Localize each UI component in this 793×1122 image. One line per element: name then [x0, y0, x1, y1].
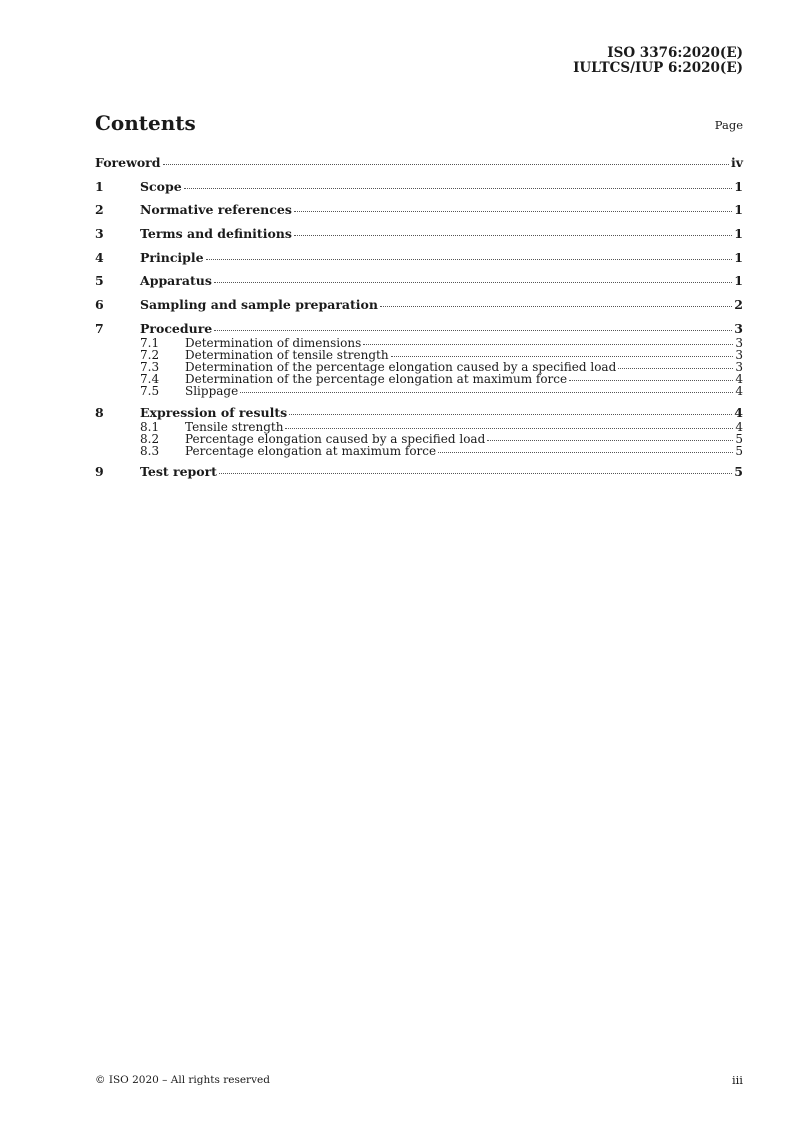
dot-leader: [487, 440, 733, 441]
dot-leader: [214, 330, 732, 331]
toc-subentry-title: Determination of dimensions: [185, 335, 362, 350]
toc-spacer: [95, 289, 743, 297]
toc-entry-title: Expression of results: [140, 404, 288, 420]
dot-leader: [219, 473, 732, 474]
toc-entry-section-4[interactable]: [95, 250, 743, 266]
toc-subentry-title: Tensile strength: [185, 419, 284, 434]
toc-entry-number: 3: [95, 226, 104, 242]
toc-entry-number: 1: [95, 178, 104, 194]
toc-entry-section-8[interactable]: [95, 405, 743, 421]
toc-spacer: [95, 218, 743, 226]
toc-spacer: [95, 242, 743, 250]
toc-subentry-number: 8.2: [140, 431, 160, 446]
toc-subentry-page: 4: [735, 419, 743, 434]
toc-entry-section-1[interactable]: [95, 179, 743, 195]
toc-spacer: [95, 266, 743, 274]
copyright-notice: © ISO 2020 – All rights reserved: [95, 1074, 270, 1086]
toc-spacer: [95, 457, 743, 465]
dot-leader: [184, 188, 733, 189]
standard-alt-number: IULTCS/IUP 6:2020(E): [573, 60, 743, 76]
toc-subentry-title: Determination of the percentage elongation caused by a specified load: [185, 359, 617, 374]
toc-entry-page: 1: [734, 273, 743, 289]
toc-entry-page: iv: [730, 155, 743, 170]
toc-entry-number: 8: [95, 404, 104, 420]
toc-entry-foreword[interactable]: [95, 155, 743, 171]
toc-entry-section-2[interactable]: [95, 202, 743, 218]
toc-spacer: [95, 171, 743, 179]
toc-subentry-page: 3: [735, 335, 743, 350]
toc-entry-subsection-7-1[interactable]: [95, 337, 743, 349]
toc-entry-page: 2: [734, 297, 743, 313]
toc-subentry-title: Slippage: [185, 383, 239, 398]
toc-subentry-page: 3: [735, 359, 743, 374]
toc-entry-title: Foreword: [95, 155, 161, 170]
toc-entry-section-6[interactable]: [95, 297, 743, 313]
toc-entry-subsection-7-2[interactable]: [95, 349, 743, 361]
dot-leader: [438, 452, 733, 453]
dot-leader: [380, 306, 732, 307]
toc-subentry-title: Percentage elongation at maximum force: [185, 443, 437, 458]
toc-entry-number: 6: [95, 297, 104, 313]
toc-entry-title: Terms and definitions: [140, 226, 292, 242]
toc-subentry-title: Determination of tensile strength: [185, 347, 389, 362]
toc-entry-number: 2: [95, 202, 104, 218]
toc-spacer: [95, 195, 743, 203]
document-header: [573, 46, 743, 76]
toc-spacer: [95, 313, 743, 321]
toc-entry-page: 3: [734, 320, 743, 336]
toc-subentry-number: 7.2: [140, 347, 160, 362]
dot-leader: [569, 380, 733, 381]
toc-subentry-page: 3: [735, 347, 743, 362]
toc-subentry-page: 5: [735, 431, 743, 446]
toc-subentry-number: 7.1: [140, 335, 160, 350]
toc-entry-title: Normative references: [140, 202, 292, 218]
toc-entry-page: 5: [734, 464, 743, 480]
page-number: iii: [731, 1073, 743, 1087]
dot-leader: [285, 428, 733, 429]
toc-entry-title: Test report: [140, 464, 217, 480]
toc-entry-page: 4: [734, 404, 743, 420]
toc-subentry-title: Percentage elongation caused by a specified load: [185, 431, 486, 446]
toc-entry-subsection-8-1[interactable]: [95, 421, 743, 433]
toc-entry-page: 1: [734, 226, 743, 242]
toc-entry-title: Procedure: [140, 320, 213, 336]
toc-entry-subsection-7-5[interactable]: [95, 385, 743, 397]
dot-leader: [363, 344, 733, 345]
toc-entry-page: 1: [734, 249, 743, 265]
toc-entry-title: Scope: [140, 178, 182, 194]
toc-entry-title: Apparatus: [140, 273, 212, 289]
toc-entry-subsection-8-3[interactable]: [95, 445, 743, 457]
toc-spacer: [95, 397, 743, 405]
toc-entry-title: Principle: [140, 249, 204, 265]
standard-number: ISO 3376:2020(E): [607, 45, 743, 61]
toc-entry-page: 1: [734, 178, 743, 194]
toc-entry-section-3[interactable]: [95, 226, 743, 242]
dot-leader: [294, 235, 732, 236]
toc-subentry-title: Determination of the percentage elongation at maximum force: [185, 371, 568, 386]
toc-entry-number: 5: [95, 273, 104, 289]
toc-subentry-number: 8.3: [140, 443, 160, 458]
toc-entry-subsection-8-2[interactable]: [95, 433, 743, 445]
toc-entry-page: 1: [734, 202, 743, 218]
toc-subentry-page: 4: [735, 371, 743, 386]
table-of-contents: [95, 155, 743, 480]
dot-leader: [289, 414, 732, 415]
toc-entry-subsection-7-4[interactable]: [95, 373, 743, 385]
dot-leader: [163, 164, 729, 165]
dot-leader: [214, 282, 732, 283]
dot-leader: [294, 211, 732, 212]
toc-entry-section-7[interactable]: [95, 321, 743, 337]
dot-leader: [391, 356, 734, 357]
toc-entry-number: 7: [95, 320, 104, 336]
dot-leader: [618, 368, 733, 369]
toc-entry-title: Sampling and sample preparation: [140, 297, 378, 313]
dot-leader: [206, 259, 733, 260]
toc-entry-section-9[interactable]: [95, 464, 743, 480]
toc-subentry-number: 7.5: [140, 383, 160, 398]
toc-subentry-number: 8.1: [140, 419, 160, 434]
toc-entry-number: 9: [95, 464, 104, 480]
toc-entry-section-5[interactable]: [95, 273, 743, 289]
page-column-label: Page: [714, 118, 743, 132]
contents-heading: Contents: [95, 111, 196, 135]
toc-subentry-page: 5: [735, 443, 743, 458]
dot-leader: [240, 392, 733, 393]
toc-subentry-number: 7.4: [140, 371, 160, 386]
toc-subentry-page: 4: [735, 383, 743, 398]
toc-entry-number: 4: [95, 249, 104, 265]
toc-entry-subsection-7-3[interactable]: [95, 361, 743, 373]
toc-subentry-number: 7.3: [140, 359, 160, 374]
